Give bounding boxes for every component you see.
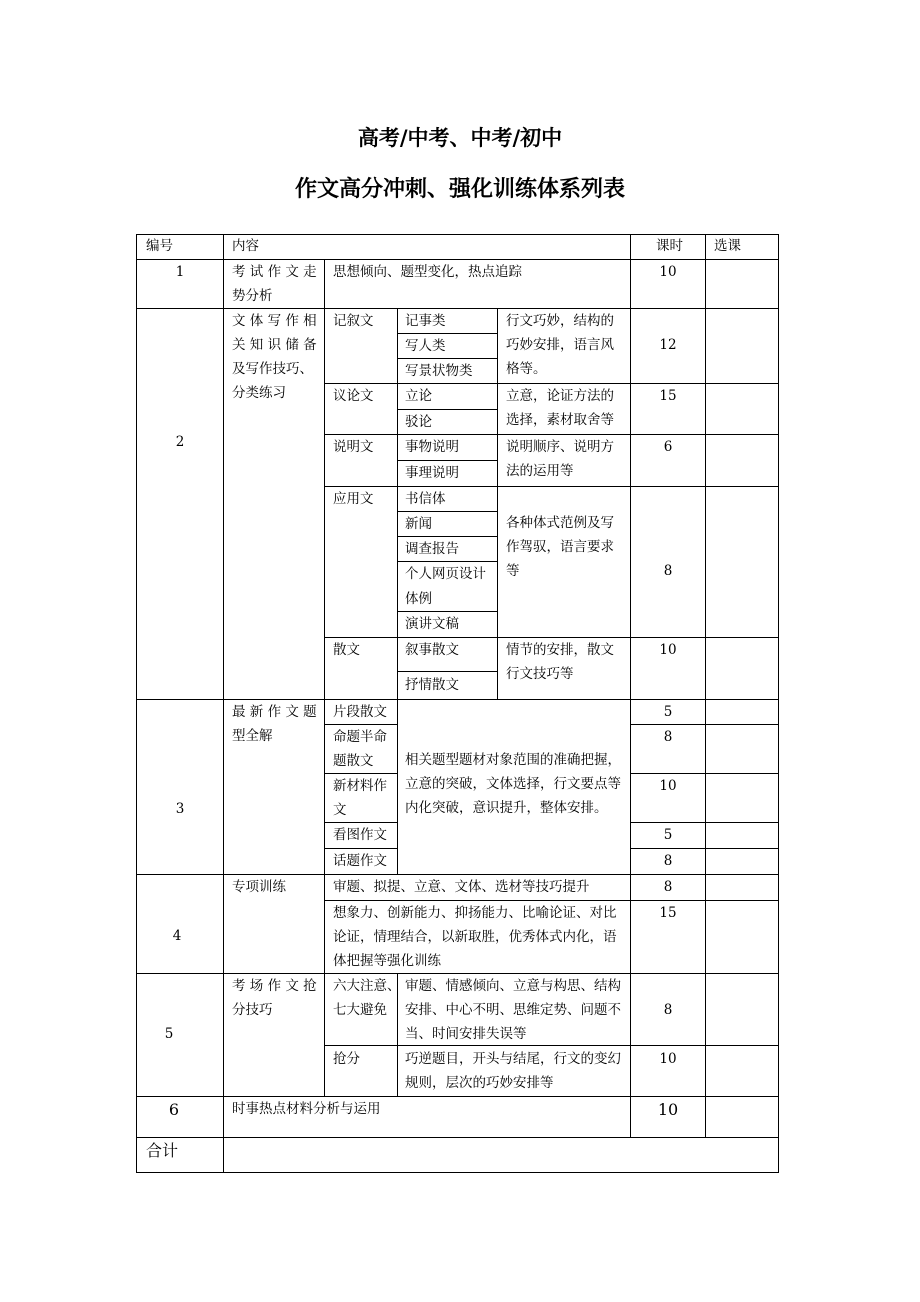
sub-item: 新闻	[405, 516, 432, 532]
row5-hours: 8	[663, 1002, 673, 1018]
header-select: 选课	[714, 238, 741, 254]
row3-description: 相关题型题材对象范围的准确把握，	[405, 752, 621, 768]
row4-description: 论证，情理结合，以新取胜，优秀体式内化，语	[333, 929, 617, 945]
genre-hours: 12	[659, 337, 677, 353]
row5-subtopic: 六大注意、	[333, 978, 401, 994]
sub-item: 调查报告	[405, 541, 459, 557]
row2-topic: 文 体 写 作 相	[232, 313, 317, 329]
genre-description: 选择，素材取舍等	[506, 412, 614, 428]
essay-type: 看图作文	[333, 827, 387, 843]
sub-item: 记事类	[405, 313, 446, 329]
genre-description: 法的运用等	[506, 463, 574, 479]
row6-number: 6	[168, 1100, 180, 1119]
row5-description: 规则，层次的巧妙安排等	[405, 1075, 554, 1091]
sub-item: 体例	[405, 591, 432, 607]
header-number: 编号	[146, 238, 173, 254]
row3-number: 3	[175, 801, 185, 817]
essay-type: 新材料作	[333, 778, 387, 794]
header-content: 内容	[232, 238, 259, 254]
row1-number: 1	[175, 264, 185, 280]
row4-description: 审题、拟提、立意、文体、选材等技巧提升	[333, 879, 590, 895]
row2-topic: 分类练习	[232, 385, 286, 401]
sub-item: 演讲文稿	[405, 616, 459, 632]
page-title: 高考/中考、中考/初中	[357, 126, 563, 150]
row5-subtopic: 抢分	[333, 1051, 360, 1067]
row6-hours: 10	[657, 1100, 679, 1119]
row5-topic: 分技巧	[232, 1002, 273, 1018]
row3-hours: 10	[659, 778, 677, 794]
sub-item: 事理说明	[405, 465, 459, 481]
essay-type: 片段散文	[333, 704, 387, 720]
genre-hours: 6	[663, 439, 673, 455]
sub-item: 书信体	[405, 491, 446, 507]
genre-description: 行文技巧等	[506, 666, 574, 682]
row5-subtopic: 七大避免	[333, 1002, 387, 1018]
essay-type: 题散文	[333, 753, 374, 769]
row4-description: 想象力、创新能力、抑扬能力、比喻论证、对比	[333, 905, 617, 921]
sub-item: 抒情散文	[405, 677, 459, 693]
genre-hours: 15	[659, 388, 677, 404]
row3-hours: 5	[663, 827, 673, 843]
row5-description: 巧逆题目，开头与结尾，行文的变幻	[405, 1051, 621, 1067]
row3-topic: 最 新 作 文 题	[232, 704, 317, 720]
sub-item: 写景状物类	[405, 363, 473, 379]
row5-description: 当、时间安排失误等	[405, 1026, 527, 1042]
row4-hours: 15	[659, 905, 677, 921]
sub-item: 叙事散文	[405, 642, 459, 658]
genre-description: 立意，论证方法的	[506, 388, 614, 404]
row3-description: 立意的突破，文体选择，行文要点等	[405, 776, 621, 792]
essay-type: 命题半命	[333, 729, 387, 745]
row3-hours: 8	[663, 853, 673, 869]
sub-item: 立论	[405, 388, 432, 404]
row5-topic: 考 场 作 文 抢	[232, 978, 317, 994]
genre-description: 说明顺序、说明方	[506, 439, 614, 455]
row5-number: 5	[164, 1026, 174, 1042]
genre-hours: 8	[663, 563, 673, 579]
genre-description: 等	[506, 563, 520, 579]
row6-description: 时事热点材料分析与运用	[232, 1101, 381, 1117]
genre-description: 各种体式范例及写	[506, 515, 614, 531]
row4-topic: 专项训练	[232, 879, 286, 895]
genre-hours: 10	[659, 642, 677, 658]
page-subtitle: 作文高分冲刺、强化训练体系列表	[294, 177, 625, 202]
row2-number: 2	[175, 434, 185, 450]
genre-practical: 应用文	[333, 491, 374, 507]
row4-description: 体把握等强化训练	[333, 953, 441, 969]
genre-argumentative: 议论文	[333, 388, 374, 404]
row5-hours: 10	[659, 1051, 677, 1067]
genre-narrative: 记叙文	[333, 313, 374, 329]
essay-type: 文	[333, 802, 347, 818]
row4-hours: 8	[663, 879, 673, 895]
genre-prose: 散文	[333, 642, 360, 658]
genre-description: 行文巧妙，结构的	[506, 313, 614, 329]
row3-hours: 5	[663, 704, 673, 720]
genre-description: 情节的安排，散文	[506, 642, 614, 658]
genre-expository: 说明文	[333, 439, 374, 455]
row1-description: 思想倾向、题型变化，热点追踪	[333, 264, 522, 280]
row4-number: 4	[172, 928, 182, 944]
row5-description: 安排、中心不明、思维定势、问题不	[405, 1002, 621, 1018]
header-hours: 课时	[656, 238, 683, 254]
genre-description: 巧妙安排，语言风	[506, 337, 614, 353]
sub-item: 个人网页设计	[405, 566, 486, 582]
row3-hours: 8	[663, 729, 673, 745]
total-label: 合计	[146, 1141, 179, 1160]
genre-description: 作驾驭，语言要求	[506, 539, 614, 555]
genre-description: 格等。	[506, 361, 547, 377]
sub-item: 驳论	[405, 414, 432, 430]
row2-topic: 关 知 识 储 备	[232, 337, 317, 353]
row1-topic: 势分析	[232, 288, 273, 304]
row3-topic: 型全解	[232, 728, 273, 744]
essay-type: 话题作文	[333, 853, 387, 869]
sub-item: 写人类	[405, 338, 446, 354]
row3-description: 内化突破，意识提升，整体安排。	[405, 800, 608, 816]
sub-item: 事物说明	[405, 439, 459, 455]
row1-topic: 考 试 作 文 走	[232, 264, 317, 280]
row5-description: 审题、情感倾向、立意与构思、结构	[405, 978, 621, 994]
row2-topic: 及写作技巧、	[232, 361, 313, 377]
row1-hours: 10	[659, 264, 677, 280]
